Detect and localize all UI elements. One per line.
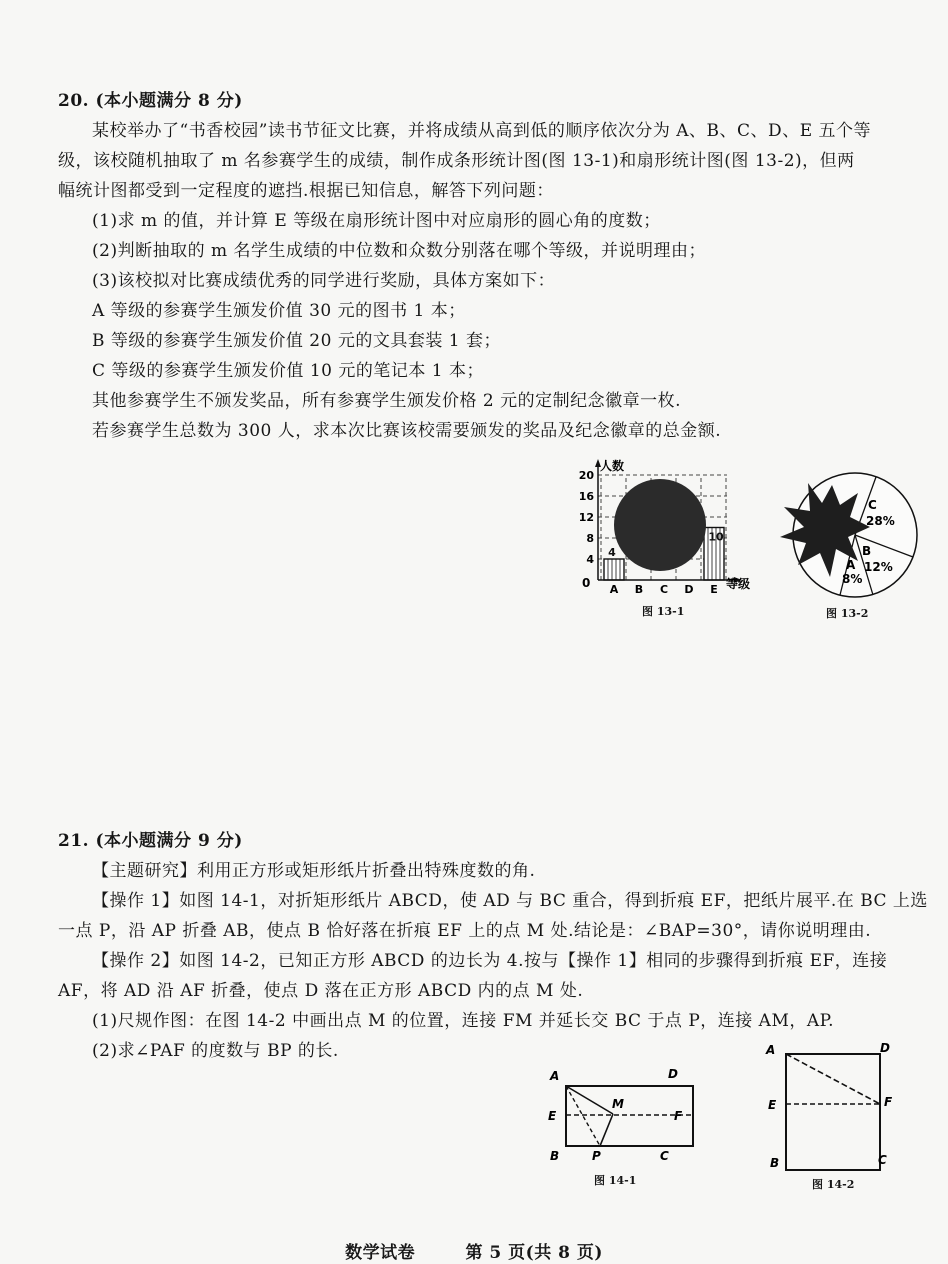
pie-label-b-pct: 12% [864, 560, 893, 574]
q21-part-2: (2)求∠PAF 的度数与 BP 的长. [92, 1041, 339, 1061]
pie-chart-13-2 [770, 465, 920, 605]
data-label-E: 10 [708, 530, 724, 544]
bar-chart-13-1 [560, 455, 770, 605]
page-footer [0, 1238, 948, 1263]
label-e: E [548, 1109, 557, 1123]
origin-label: 0 [582, 576, 591, 590]
bar-A [604, 559, 624, 580]
x-axis-label: 等级 [726, 577, 751, 591]
q20-header: 20. (本小题满分 8 分) [58, 91, 243, 111]
label-a: A [766, 1043, 776, 1057]
q21-topic: 【主题研究】利用正方形或矩形纸片折叠出特殊度数的角. [92, 861, 536, 881]
y-tick-label: 4 [586, 553, 594, 566]
fig14-1-caption: 图 14-1 [594, 1174, 637, 1187]
segment-ap [566, 1086, 600, 1146]
label-e: E [768, 1098, 777, 1112]
q21-op2-line-2: AF，将 AD 沿 AF 折叠，使点 D 落在正方形 ABCD 内的点 M 处. [58, 981, 584, 1001]
q21-header: 21. (本小题满分 9 分) [58, 831, 243, 851]
y-tick-label: 12 [578, 511, 594, 524]
label-c: C [660, 1149, 669, 1163]
pie-label-c-pct: 28% [866, 514, 895, 528]
label-f: F [884, 1095, 893, 1109]
q20-award-b: B 等级的参赛学生颁发价值 20 元的文具套装 1 套； [92, 331, 501, 351]
q21-op2-line-1: 【操作 2】如图 14-2，已知正方形 ABCD 的边长为 4.按与【操作 1】相同的步骤得到折痕 EF，连接 [92, 951, 888, 971]
fig13-2-caption: 图 13-2 [826, 607, 869, 620]
footer-page-number: 第 5 页(共 8 页) [465, 1243, 603, 1263]
label-m: M [612, 1097, 624, 1111]
segment-am [566, 1086, 613, 1114]
data-label-A: 4 [608, 546, 616, 559]
y-tick-label: 20 [578, 469, 594, 482]
q20-award-other: 其他参赛学生不颁发奖品，所有参赛学生颁发价格 2 元的定制纪念徽章一枚. [92, 391, 682, 411]
x-tick-label: B [634, 583, 644, 596]
pie-label-a: A [846, 558, 856, 572]
label-d: D [668, 1067, 678, 1081]
x-tick-label: E [710, 583, 718, 596]
label-c: C [878, 1153, 887, 1167]
q21-part-1: (1)尺规作图：在图 14-2 中画出点 M 的位置，连接 FM 并延长交 BC 于点 P，连接 AM，AP. [92, 1011, 835, 1031]
label-d: D [880, 1041, 890, 1055]
q21-op1-line-1: 【操作 1】如图 14-1，对折矩形纸片 ABCD，使 AD 与 BC 重合，得到折痕 EF，把纸片展平.在 BC 上选 [92, 891, 928, 911]
q20-line-3: 幅统计图都受到一定程度的遮挡.根据已知信息，解答下列问题： [58, 181, 554, 201]
q20-line-2: 级，该校随机抽取了 m 名参赛学生的成绩，制作成条形统计图(图 13-1)和扇形统计图(图 13-2)，但两 [58, 151, 855, 171]
label-f: F [674, 1109, 683, 1123]
q20-part-3: (3)该校拟对比赛成绩优秀的同学进行奖励，具体方案如下： [92, 271, 556, 291]
q20-part-1: (1)求 m 的值，并计算 E 等级在扇形统计图中对应扇形的圆心角的度数； [92, 211, 661, 231]
fig14-2-caption: 图 14-2 [812, 1178, 855, 1191]
label-b: B [550, 1149, 560, 1163]
occluding-disc [614, 479, 706, 571]
y-axis-label: 人数 [600, 459, 625, 473]
segment-af [786, 1054, 880, 1104]
segment-mp [600, 1114, 613, 1146]
footer-subject: 数学试卷 [345, 1243, 416, 1263]
x-tick-label: C [659, 583, 669, 596]
pie-label-b: B [862, 544, 872, 558]
figure-14-2 [760, 1036, 910, 1176]
q20-part-2: (2)判断抽取的 m 名学生成绩的中位数和众数分别落在哪个等级，并说明理由； [92, 241, 707, 261]
q21-op1-line-2: 一点 P，沿 AP 折叠 AB，使点 B 恰好落在折痕 EF 上的点 M 处.结论是：∠BAP=30°，请你说明理由. [58, 921, 872, 941]
square-abcd [786, 1054, 880, 1170]
q20-award-a: A 等级的参赛学生颁发价值 30 元的图书 1 本； [92, 301, 466, 321]
label-a: A [550, 1069, 560, 1083]
x-tick-label: A [609, 583, 619, 596]
figure-14-1 [540, 1062, 700, 1172]
q20-award-c: C 等级的参赛学生颁发价值 10 元的笔记本 1 本； [92, 361, 484, 381]
y-tick-label: 16 [578, 490, 594, 503]
pie-label-c: C [868, 498, 877, 512]
y-tick-label: 8 [586, 532, 594, 545]
pie-label-a-pct: 8% [842, 572, 863, 586]
label-b: B [770, 1156, 780, 1170]
fig13-1-caption: 图 13-1 [642, 605, 685, 618]
q20-line-1: 某校举办了“书香校园”读书节征文比赛，并将成绩从高到低的顺序依次分为 A、B、C、D、E 五个等 [92, 121, 872, 141]
q20-question: 若参赛学生总数为 300 人，求本次比赛该校需要颁发的奖品及纪念徽章的总金额. [92, 421, 722, 441]
label-p: P [592, 1149, 601, 1163]
x-tick-label: D [684, 583, 694, 596]
